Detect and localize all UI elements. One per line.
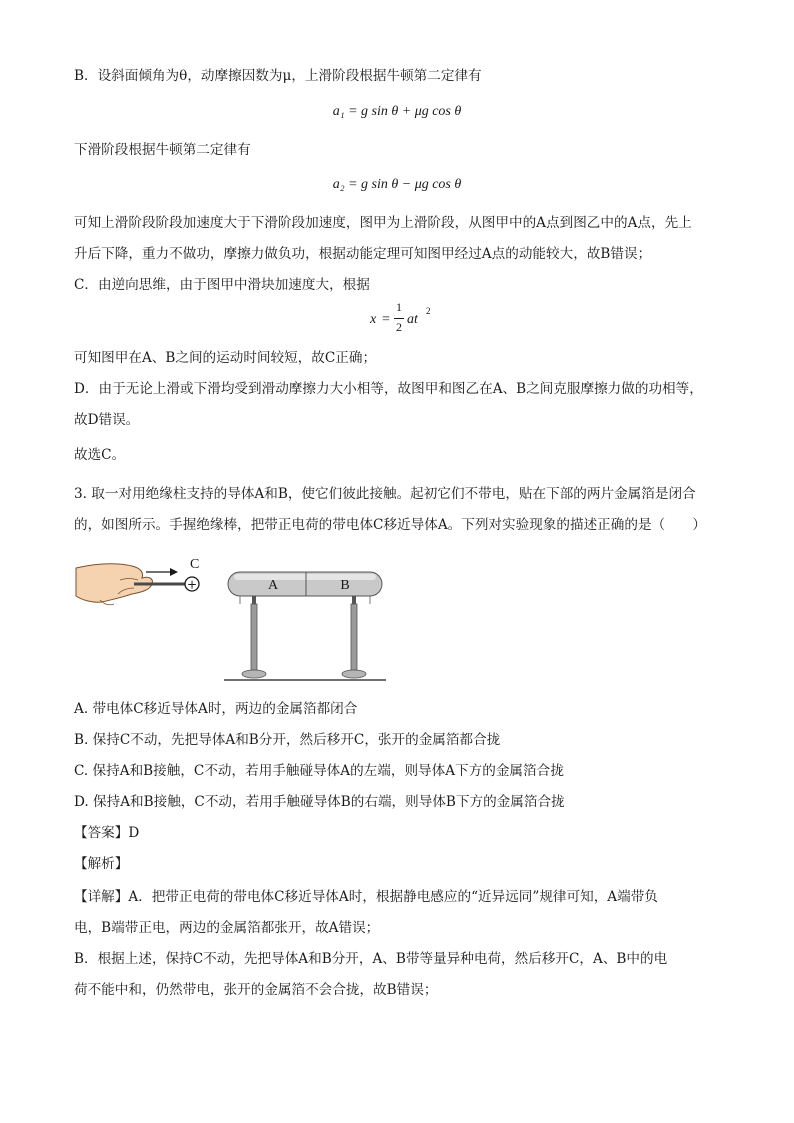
support-b [342,596,366,678]
label-a: A [267,578,279,593]
equation-displacement [370,298,450,342]
label-b: B [340,578,350,593]
figure-svg [74,550,394,685]
support-a [242,596,266,678]
option-b-intro: B．设斜面倾角为θ，动摩擦因数为μ，上滑阶段根据牛顿第二定律有 [74,68,482,84]
detail-line-1: 【详解】A．把带正电荷的带电体C移近导体A时，根据静电感应的“近异远同”规律可知，A端带负 [74,889,658,905]
eq-numerator: 1 [396,300,402,314]
eq-rest: at [407,312,418,327]
eq-exponent: 2 [426,306,431,316]
conductor-highlight [234,574,376,580]
option-b-conclusion-2: 升后下降，重力不做功，摩擦力做负功，根据动能定理可知图甲经过A点的动能较大，故B错误； [74,246,652,262]
option-b-downhill: 下滑阶段根据牛顿第二定律有 [74,142,251,158]
equation-a1: a₁ = g sin θ + μg cos θ [332,104,462,119]
question-stem-2: 的，如图所示。手握绝缘棒，把带正电荷的带电体C移近导体A。下列对实验现象的描述正确的是（ ） [74,517,706,533]
analysis-label: 【解析】 [74,856,129,872]
option-b-conclusion-1: 可知上滑阶段阶段加速度大于下滑阶段加速度，图甲为上滑阶段，从图甲中的A点到图乙中的A点，先上 [74,215,692,231]
option-b: B. 保持C不动，先把导体A和B分开，然后移开C，张开的金属箔都合拢 [74,732,501,748]
option-c-intro: C．由逆向思维，由于图甲中滑块加速度大，根据 [74,277,370,293]
detail-line-3: B．根据上述，保持C不动，先把导体A和B分开，A、B带等量异种电荷，然后移开C，A、B中的电 [74,951,668,967]
eq-denominator: 2 [396,320,402,334]
plus-sign: + [186,577,198,592]
arrow-head-icon [170,568,178,576]
eq-lhs: x [370,312,377,327]
option-d-line-2: 故D错误。 [74,412,140,428]
option-a: A. 带电体C移近导体A时，两边的金属箔都闭合 [74,701,358,717]
electrostatic-induction-figure [74,550,394,685]
option-d: D. 保持A和B接触，C不动，若用手触碰导体B的右端，则导体B下方的金属箔合拢 [74,794,565,810]
equation-a2: a₂ = g sin θ − μg cos θ [332,177,462,192]
previous-answer: 故选C。 [74,447,126,463]
question-stem-1: 3. 取一对用绝缘柱支持的导体A和B，使它们彼此接触。起初它们不带电，贴在下部的两片金属箔是闭合 [74,486,696,502]
detail-line-2: 电，B端带正电，两边的金属箔都张开，故A错误； [74,920,380,936]
eq-sign: = [382,312,390,327]
option-d-line-1: D．由于无论上滑或下滑均受到滑动摩擦力大小相等，故图甲和图乙在A、B之间克服摩擦力做的功相等， [74,381,703,397]
answer-label: 【答案】D [74,825,140,841]
detail-line-4: 荷不能中和，仍然带电，张开的金属箔不会合拢，故B错误； [74,982,438,998]
option-c: C. 保持A和B接触，C不动，若用手触碰导体A的左端，则导体A下方的金属箔合拢 [74,763,564,779]
label-c: C [190,557,200,572]
option-c-conclusion: 可知图甲在A、B之间的运动时间较短，故C正确； [74,350,377,366]
fraction-bar [394,318,404,319]
